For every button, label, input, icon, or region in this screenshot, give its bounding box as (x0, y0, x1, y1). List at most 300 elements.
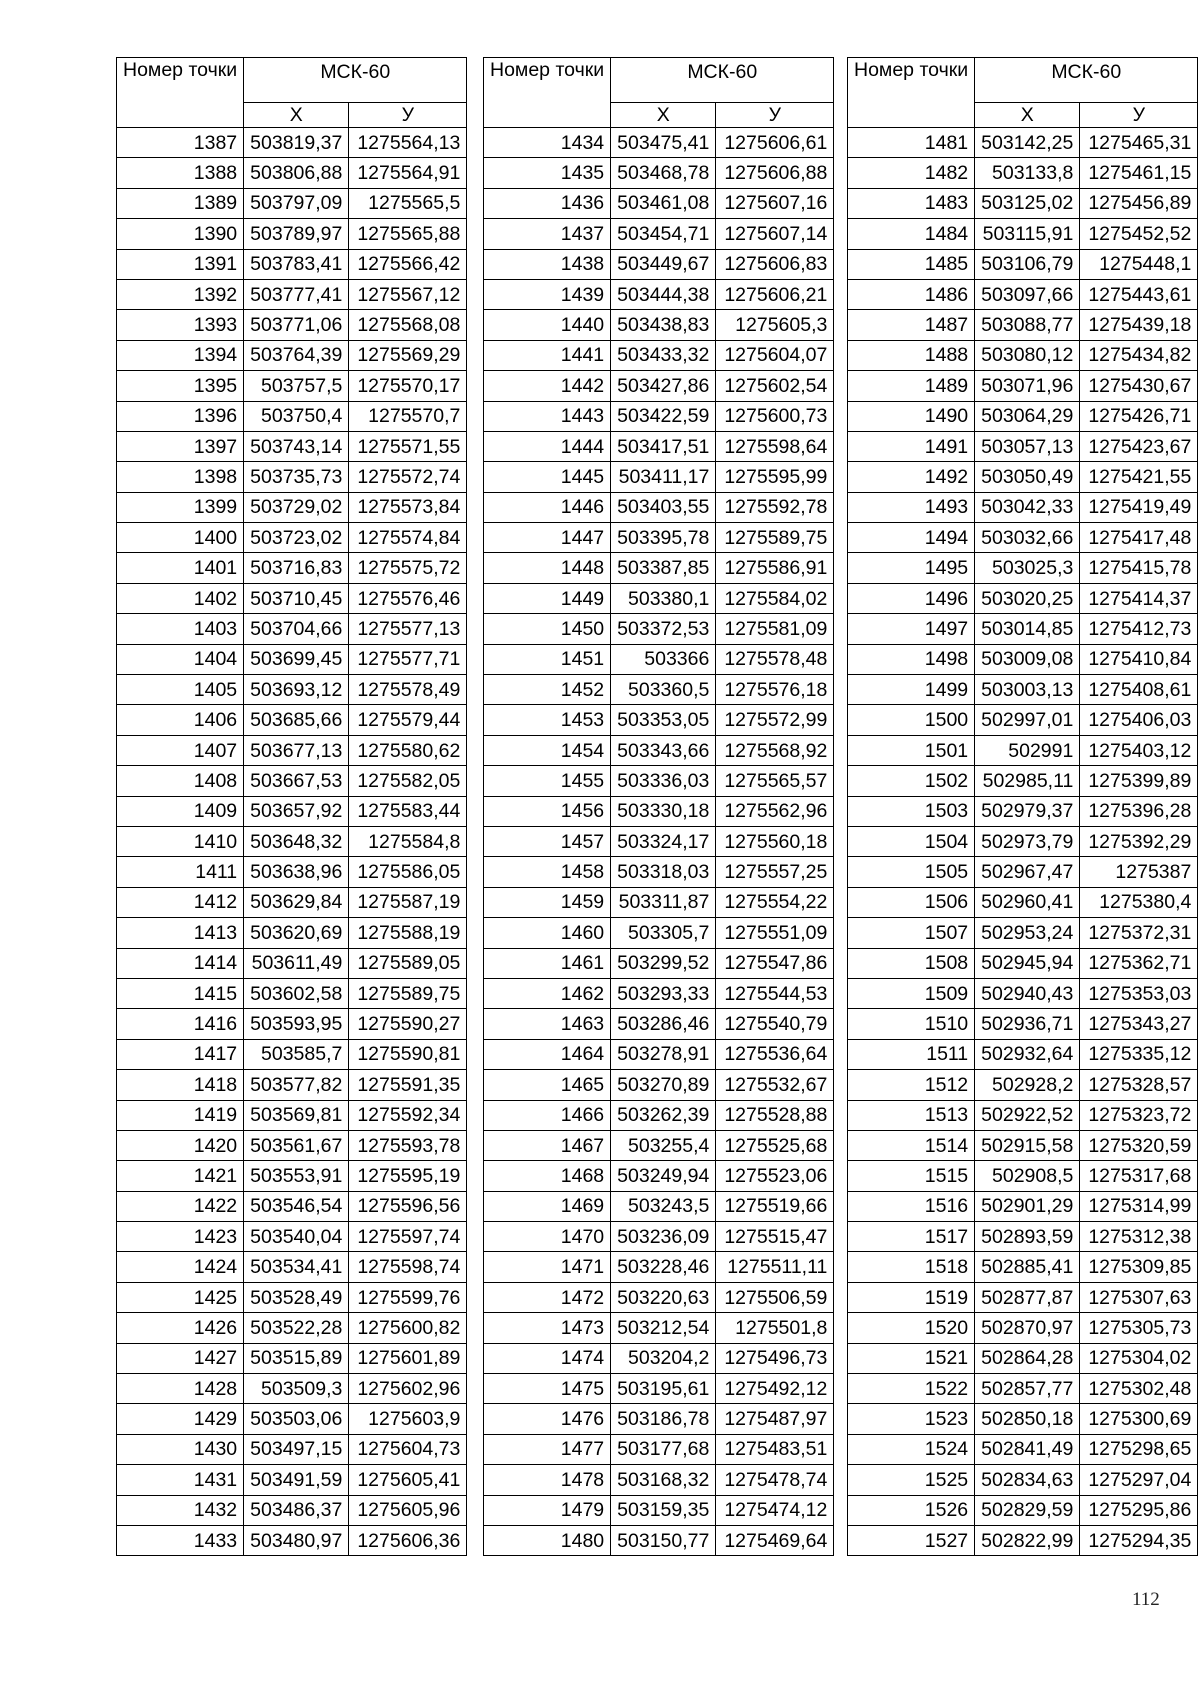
x-coordinate-cell: 503097,66 (975, 279, 1080, 309)
table-row (484, 614, 834, 644)
x-coordinate-cell: 503042,33 (975, 492, 1080, 522)
x-coordinate-cell: 502922,52 (975, 1100, 1080, 1130)
table-row (848, 1252, 1198, 1282)
table-row (484, 826, 834, 856)
table-row (117, 1252, 467, 1282)
x-coordinate-cell: 502850,18 (975, 1404, 1080, 1434)
table-row (484, 431, 834, 461)
table-row (484, 583, 834, 613)
point-number-cell: 1393 (117, 310, 244, 340)
point-number-cell: 1511 (848, 1039, 975, 1069)
y-coordinate-cell: 1275452,52 (1080, 219, 1198, 249)
point-number-cell: 1520 (848, 1313, 975, 1343)
point-number-header: Номер точки (484, 58, 611, 128)
point-number-cell: 1394 (117, 340, 244, 370)
point-number-cell: 1446 (484, 492, 611, 522)
point-number-cell: 1519 (848, 1282, 975, 1312)
x-coordinate-cell: 503032,66 (975, 523, 1080, 553)
table-row (848, 826, 1198, 856)
table-row (484, 1100, 834, 1130)
x-coordinate-cell: 502857,77 (975, 1374, 1080, 1404)
table-row (848, 279, 1198, 309)
point-number-cell: 1461 (484, 948, 611, 978)
table-row (848, 340, 1198, 370)
y-coordinate-cell: 1275576,46 (349, 583, 467, 613)
table-row (484, 1465, 834, 1495)
x-column-header: Х (244, 103, 349, 128)
x-coordinate-cell: 503797,09 (244, 188, 349, 218)
table-row (848, 249, 1198, 279)
x-coordinate-cell: 502940,43 (975, 978, 1080, 1008)
point-number-cell: 1525 (848, 1465, 975, 1495)
x-coordinate-cell: 503088,77 (975, 310, 1080, 340)
y-coordinate-cell: 1275511,11 (716, 1252, 834, 1282)
table-row (484, 1404, 834, 1434)
x-coordinate-cell: 503064,29 (975, 401, 1080, 431)
x-coordinate-cell: 503528,49 (244, 1282, 349, 1312)
x-coordinate-cell: 502864,28 (975, 1343, 1080, 1373)
point-number-cell: 1508 (848, 948, 975, 978)
x-coordinate-cell: 502936,71 (975, 1009, 1080, 1039)
table-row (848, 796, 1198, 826)
x-coordinate-cell: 503716,83 (244, 553, 349, 583)
point-number-cell: 1447 (484, 523, 611, 553)
x-column-header: Х (611, 103, 716, 128)
y-coordinate-cell: 1275595,19 (349, 1161, 467, 1191)
x-coordinate-cell: 503777,41 (244, 279, 349, 309)
point-number-cell: 1431 (117, 1465, 244, 1495)
y-coordinate-cell: 1275565,57 (716, 766, 834, 796)
table-row (117, 492, 467, 522)
y-coordinate-cell: 1275487,97 (716, 1404, 834, 1434)
table-row (484, 675, 834, 705)
table-row (848, 735, 1198, 765)
table-row (848, 1009, 1198, 1039)
point-number-cell: 1427 (117, 1343, 244, 1373)
point-number-cell: 1443 (484, 401, 611, 431)
x-coordinate-cell: 503553,91 (244, 1161, 349, 1191)
table-row (117, 614, 467, 644)
table-row (848, 553, 1198, 583)
y-coordinate-cell: 1275380,4 (1080, 887, 1198, 917)
x-coordinate-cell: 503195,61 (611, 1374, 716, 1404)
y-coordinate-cell: 1275430,67 (1080, 371, 1198, 401)
point-number-cell: 1473 (484, 1313, 611, 1343)
point-number-cell: 1465 (484, 1070, 611, 1100)
y-coordinate-cell: 1275532,67 (716, 1070, 834, 1100)
y-coordinate-cell: 1275443,61 (1080, 279, 1198, 309)
point-number-cell: 1515 (848, 1161, 975, 1191)
y-coordinate-cell: 1275575,72 (349, 553, 467, 583)
table-row (484, 523, 834, 553)
x-coordinate-cell: 503427,86 (611, 371, 716, 401)
y-coordinate-cell: 1275474,12 (716, 1495, 834, 1525)
coordinates-table-1 (116, 57, 467, 1556)
y-coordinate-cell: 1275544,53 (716, 978, 834, 1008)
point-number-cell: 1510 (848, 1009, 975, 1039)
point-number-cell: 1416 (117, 1009, 244, 1039)
y-coordinate-cell: 1275328,57 (1080, 1070, 1198, 1100)
y-coordinate-cell: 1275597,74 (349, 1222, 467, 1252)
y-coordinate-cell: 1275568,92 (716, 735, 834, 765)
x-coordinate-cell: 503611,49 (244, 948, 349, 978)
table-row (484, 340, 834, 370)
table-row (484, 857, 834, 887)
point-number-cell: 1492 (848, 462, 975, 492)
table-row (848, 1161, 1198, 1191)
x-coordinate-cell: 503353,05 (611, 705, 716, 735)
point-number-cell: 1434 (484, 128, 611, 158)
table-row (484, 1282, 834, 1312)
table-row (117, 826, 467, 856)
point-number-cell: 1412 (117, 887, 244, 917)
x-coordinate-cell: 503080,12 (975, 340, 1080, 370)
x-coordinate-cell: 503286,46 (611, 1009, 716, 1039)
table-row (848, 523, 1198, 553)
point-number-cell: 1449 (484, 583, 611, 613)
point-number-cell: 1503 (848, 796, 975, 826)
y-coordinate-cell: 1275515,47 (716, 1222, 834, 1252)
y-coordinate-cell: 1275601,89 (349, 1343, 467, 1373)
y-coordinate-cell: 1275298,65 (1080, 1434, 1198, 1464)
point-number-cell: 1514 (848, 1130, 975, 1160)
y-coordinate-cell: 1275589,75 (349, 978, 467, 1008)
y-coordinate-cell: 1275593,78 (349, 1130, 467, 1160)
table-row (117, 796, 467, 826)
table-row (848, 705, 1198, 735)
point-number-cell: 1400 (117, 523, 244, 553)
y-coordinate-cell: 1275571,55 (349, 431, 467, 461)
y-coordinate-cell: 1275572,74 (349, 462, 467, 492)
y-coordinate-cell: 1275573,84 (349, 492, 467, 522)
y-coordinate-cell: 1275600,82 (349, 1313, 467, 1343)
table-row (848, 1130, 1198, 1160)
table-row (848, 1222, 1198, 1252)
y-coordinate-cell: 1275415,78 (1080, 553, 1198, 583)
y-coordinate-cell: 1275506,59 (716, 1282, 834, 1312)
table-row (484, 1525, 834, 1555)
x-coordinate-cell: 503318,03 (611, 857, 716, 887)
y-coordinate-cell: 1275295,86 (1080, 1495, 1198, 1525)
y-coordinate-cell: 1275496,73 (716, 1343, 834, 1373)
y-coordinate-cell: 1275309,85 (1080, 1252, 1198, 1282)
table-row (484, 553, 834, 583)
y-coordinate-cell: 1275564,91 (349, 158, 467, 188)
point-number-cell: 1439 (484, 279, 611, 309)
y-coordinate-cell: 1275300,69 (1080, 1404, 1198, 1434)
coordinate-system-header: МСК-60 (244, 58, 467, 103)
table-row (484, 188, 834, 218)
point-number-cell: 1459 (484, 887, 611, 917)
point-number-cell: 1493 (848, 492, 975, 522)
point-number-cell: 1437 (484, 219, 611, 249)
table-row (848, 857, 1198, 887)
y-coordinate-cell: 1275392,29 (1080, 826, 1198, 856)
x-coordinate-cell: 503764,39 (244, 340, 349, 370)
x-coordinate-cell: 503360,5 (611, 675, 716, 705)
x-coordinate-cell: 502901,29 (975, 1191, 1080, 1221)
x-coordinate-cell: 503486,37 (244, 1495, 349, 1525)
x-coordinate-cell: 502967,47 (975, 857, 1080, 887)
table-row (484, 1191, 834, 1221)
y-coordinate-cell: 1275586,91 (716, 553, 834, 583)
y-coordinate-cell: 1275372,31 (1080, 918, 1198, 948)
table-row (117, 918, 467, 948)
table-row (117, 1130, 467, 1160)
y-coordinate-cell: 1275540,79 (716, 1009, 834, 1039)
table-row (848, 431, 1198, 461)
point-number-cell: 1495 (848, 553, 975, 583)
y-coordinate-cell: 1275602,96 (349, 1374, 467, 1404)
point-number-cell: 1507 (848, 918, 975, 948)
point-number-cell: 1419 (117, 1100, 244, 1130)
x-coordinate-cell: 503475,41 (611, 128, 716, 158)
y-coordinate-cell: 1275565,5 (349, 188, 467, 218)
y-coordinate-cell: 1275606,83 (716, 249, 834, 279)
x-coordinate-cell: 503585,7 (244, 1039, 349, 1069)
point-number-cell: 1478 (484, 1465, 611, 1495)
table-row (484, 401, 834, 431)
x-coordinate-cell: 503411,17 (611, 462, 716, 492)
point-number-cell: 1391 (117, 249, 244, 279)
point-number-cell: 1460 (484, 918, 611, 948)
point-number-cell: 1429 (117, 1404, 244, 1434)
table-row (117, 1070, 467, 1100)
y-coordinate-cell: 1275596,56 (349, 1191, 467, 1221)
table-row (848, 1313, 1198, 1343)
y-coordinate-cell: 1275362,71 (1080, 948, 1198, 978)
point-number-cell: 1518 (848, 1252, 975, 1282)
table-body (484, 128, 834, 1556)
table-row (484, 1434, 834, 1464)
y-coordinate-cell: 1275602,54 (716, 371, 834, 401)
x-coordinate-cell: 503577,82 (244, 1070, 349, 1100)
point-number-cell: 1526 (848, 1495, 975, 1525)
coordinates-table-3 (847, 57, 1198, 1556)
y-coordinate-cell: 1275320,59 (1080, 1130, 1198, 1160)
x-coordinate-cell: 503336,03 (611, 766, 716, 796)
x-coordinate-cell: 503115,91 (975, 219, 1080, 249)
x-coordinate-cell: 502834,63 (975, 1465, 1080, 1495)
x-coordinate-cell: 502985,11 (975, 766, 1080, 796)
x-coordinate-cell: 503444,38 (611, 279, 716, 309)
point-number-cell: 1448 (484, 553, 611, 583)
x-coordinate-cell: 503220,63 (611, 1282, 716, 1312)
point-number-cell: 1524 (848, 1434, 975, 1464)
point-number-cell: 1433 (117, 1525, 244, 1555)
table-row (848, 462, 1198, 492)
x-coordinate-cell: 503177,68 (611, 1434, 716, 1464)
x-coordinate-cell: 503243,5 (611, 1191, 716, 1221)
y-coordinate-cell: 1275592,78 (716, 492, 834, 522)
point-number-cell: 1409 (117, 796, 244, 826)
table-row (117, 1465, 467, 1495)
x-coordinate-cell: 503299,52 (611, 948, 716, 978)
point-number-cell: 1415 (117, 978, 244, 1008)
table-row (117, 1039, 467, 1069)
point-number-cell: 1422 (117, 1191, 244, 1221)
y-coordinate-cell: 1275570,17 (349, 371, 467, 401)
point-number-cell: 1502 (848, 766, 975, 796)
y-coordinate-cell: 1275492,12 (716, 1374, 834, 1404)
point-number-cell: 1435 (484, 158, 611, 188)
y-coordinate-cell: 1275591,35 (349, 1070, 467, 1100)
x-coordinate-cell: 503806,88 (244, 158, 349, 188)
table-row (848, 1100, 1198, 1130)
x-coordinate-cell: 503071,96 (975, 371, 1080, 401)
x-coordinate-cell: 503620,69 (244, 918, 349, 948)
table-row (848, 1465, 1198, 1495)
table-row (117, 1495, 467, 1525)
y-coordinate-cell: 1275439,18 (1080, 310, 1198, 340)
x-coordinate-cell: 503020,25 (975, 583, 1080, 613)
table-row (848, 158, 1198, 188)
x-coordinate-cell: 503593,95 (244, 1009, 349, 1039)
table-row (484, 1252, 834, 1282)
x-coordinate-cell: 503186,78 (611, 1404, 716, 1434)
y-coordinate-cell: 1275604,07 (716, 340, 834, 370)
x-coordinate-cell: 503438,83 (611, 310, 716, 340)
y-coordinate-cell: 1275607,14 (716, 219, 834, 249)
table-row (484, 1222, 834, 1252)
point-number-cell: 1425 (117, 1282, 244, 1312)
x-coordinate-cell: 503422,59 (611, 401, 716, 431)
point-number-cell: 1471 (484, 1252, 611, 1282)
table-row (117, 310, 467, 340)
point-number-cell: 1479 (484, 1495, 611, 1525)
point-number-cell: 1505 (848, 857, 975, 887)
y-coordinate-cell: 1275408,61 (1080, 675, 1198, 705)
y-coordinate-cell: 1275525,68 (716, 1130, 834, 1160)
point-number-cell: 1417 (117, 1039, 244, 1069)
y-coordinate-cell: 1275599,76 (349, 1282, 467, 1312)
table-row (484, 1130, 834, 1160)
point-number-cell: 1454 (484, 735, 611, 765)
x-coordinate-cell: 503771,06 (244, 310, 349, 340)
y-coordinate-cell: 1275605,96 (349, 1495, 467, 1525)
x-coordinate-cell: 503693,12 (244, 675, 349, 705)
y-coordinate-cell: 1275417,48 (1080, 523, 1198, 553)
point-number-cell: 1402 (117, 583, 244, 613)
table-row (848, 492, 1198, 522)
point-number-cell: 1472 (484, 1282, 611, 1312)
x-coordinate-cell: 503125,02 (975, 188, 1080, 218)
y-coordinate-cell: 1275335,12 (1080, 1039, 1198, 1069)
y-coordinate-cell: 1275598,64 (716, 431, 834, 461)
table-row (848, 1282, 1198, 1312)
point-number-cell: 1423 (117, 1222, 244, 1252)
y-coordinate-cell: 1275410,84 (1080, 644, 1198, 674)
table-row (484, 371, 834, 401)
x-coordinate-cell: 502822,99 (975, 1525, 1080, 1555)
table-row (117, 340, 467, 370)
point-number-cell: 1523 (848, 1404, 975, 1434)
y-coordinate-cell: 1275566,42 (349, 249, 467, 279)
x-coordinate-cell: 503343,66 (611, 735, 716, 765)
x-coordinate-cell: 503003,13 (975, 675, 1080, 705)
y-coordinate-cell: 1275606,36 (349, 1525, 467, 1555)
x-coordinate-cell: 503461,08 (611, 188, 716, 218)
table-row (848, 1343, 1198, 1373)
y-coordinate-cell: 1275419,49 (1080, 492, 1198, 522)
point-number-cell: 1414 (117, 948, 244, 978)
point-number-cell: 1438 (484, 249, 611, 279)
table-row (848, 401, 1198, 431)
point-number-cell: 1496 (848, 583, 975, 613)
table-row (484, 462, 834, 492)
y-coordinate-cell: 1275603,9 (349, 1404, 467, 1434)
table-row (848, 1495, 1198, 1525)
y-coordinate-cell: 1275577,13 (349, 614, 467, 644)
table-row (484, 766, 834, 796)
point-number-header: Номер точки (117, 58, 244, 128)
y-coordinate-cell: 1275590,27 (349, 1009, 467, 1039)
point-number-cell: 1452 (484, 675, 611, 705)
table-row (117, 371, 467, 401)
table-row (848, 310, 1198, 340)
point-number-cell: 1397 (117, 431, 244, 461)
x-coordinate-cell: 503757,5 (244, 371, 349, 401)
y-coordinate-cell: 1275423,67 (1080, 431, 1198, 461)
x-coordinate-cell: 503417,51 (611, 431, 716, 461)
table-row (848, 583, 1198, 613)
x-column-header: Х (975, 103, 1080, 128)
y-coordinate-cell: 1275536,64 (716, 1039, 834, 1069)
x-coordinate-cell: 502829,59 (975, 1495, 1080, 1525)
x-coordinate-cell: 503395,78 (611, 523, 716, 553)
table-row (484, 1009, 834, 1039)
table-row (484, 219, 834, 249)
point-number-cell: 1432 (117, 1495, 244, 1525)
table-row (484, 249, 834, 279)
point-number-cell: 1513 (848, 1100, 975, 1130)
table-row (117, 188, 467, 218)
y-coordinate-cell: 1275604,73 (349, 1434, 467, 1464)
point-number-header: Номер точки (848, 58, 975, 128)
x-coordinate-cell: 503657,92 (244, 796, 349, 826)
table-row (117, 887, 467, 917)
x-coordinate-cell: 503497,15 (244, 1434, 349, 1464)
point-number-cell: 1403 (117, 614, 244, 644)
y-coordinate-cell: 1275399,89 (1080, 766, 1198, 796)
point-number-cell: 1501 (848, 735, 975, 765)
y-coordinate-cell: 1275387 (1080, 857, 1198, 887)
x-coordinate-cell: 502841,49 (975, 1434, 1080, 1464)
y-coordinate-cell: 1275588,19 (349, 918, 467, 948)
y-coordinate-cell: 1275605,41 (349, 1465, 467, 1495)
y-coordinate-cell: 1275595,99 (716, 462, 834, 492)
x-coordinate-cell: 503305,7 (611, 918, 716, 948)
x-coordinate-cell: 502915,58 (975, 1130, 1080, 1160)
point-number-cell: 1527 (848, 1525, 975, 1555)
x-coordinate-cell: 503491,59 (244, 1465, 349, 1495)
x-coordinate-cell: 503159,35 (611, 1495, 716, 1525)
y-column-header: У (716, 103, 834, 128)
x-coordinate-cell: 503050,49 (975, 462, 1080, 492)
point-number-cell: 1517 (848, 1222, 975, 1252)
y-coordinate-cell: 1275598,74 (349, 1252, 467, 1282)
point-number-cell: 1392 (117, 279, 244, 309)
point-number-cell: 1390 (117, 219, 244, 249)
y-coordinate-cell: 1275589,05 (349, 948, 467, 978)
table-row (848, 887, 1198, 917)
page-number: 112 (1132, 1589, 1160, 1610)
y-coordinate-cell: 1275582,05 (349, 766, 467, 796)
x-coordinate-cell: 502973,79 (975, 826, 1080, 856)
y-coordinate-cell: 1275577,71 (349, 644, 467, 674)
x-coordinate-cell: 503704,66 (244, 614, 349, 644)
point-number-cell: 1467 (484, 1130, 611, 1160)
